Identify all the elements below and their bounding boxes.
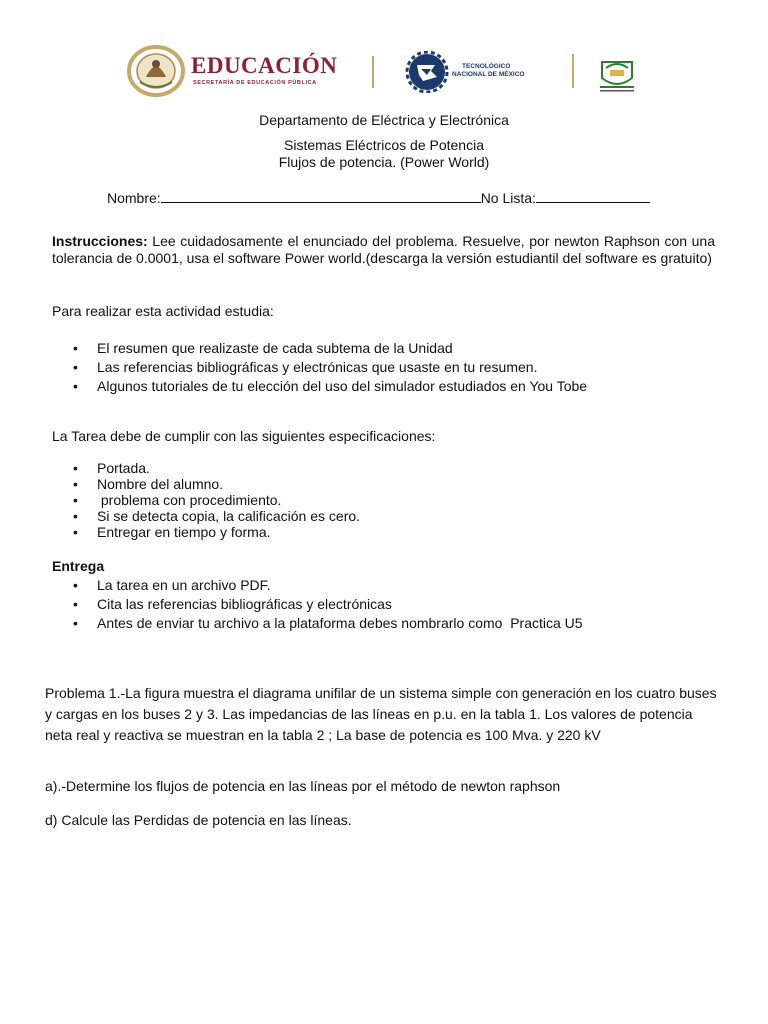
specs-intro: La Tarea debe de cumplir con las siguientes especificaciones: xyxy=(52,428,436,444)
list-item: • Algunos tutoriales de tu elección del uso del simulador estudiados en You Tobe xyxy=(52,377,587,396)
instructions-text: Lee cuidadosamente el enunciado del problema. Resuelve, por newton Raphson con una tolerancia de 0.0001, usa el software Power world.(descarga la versión estudiantil del software es gratuito) xyxy=(52,233,715,266)
problem-part-d: d) Calcule las Perdidas de potencia en las líneas. xyxy=(45,812,352,828)
name-blank xyxy=(161,190,481,203)
name-label: Nombre: xyxy=(107,190,161,206)
department-title: Departamento de Eléctrica y Electrónica xyxy=(259,112,509,128)
logo-divider xyxy=(572,54,574,88)
course-title: Sistemas Eléctricos de Potencia xyxy=(284,137,484,153)
specs-list xyxy=(52,460,360,540)
list-item: • Antes de enviar tu archivo a la plataforma debes nombrarlo como Practica U5 xyxy=(52,614,583,633)
coat-of-arms-seal-icon xyxy=(126,44,186,98)
instructions-paragraph xyxy=(52,233,715,267)
problem-part-a: a).-Determine los flujos de potencia en las líneas por el método de newton raphson xyxy=(45,778,561,794)
list-item: • La tarea en un archivo PDF. xyxy=(52,576,583,595)
instructions-label: Instrucciones: xyxy=(52,233,148,249)
list-item: • Portada. xyxy=(52,460,360,476)
institute-emblem-icon xyxy=(592,56,642,96)
tecnm-logo-line2: NACIONAL DE MÉXICO xyxy=(452,71,525,78)
study-intro: Para realizar esta actividad estudia: xyxy=(52,303,274,319)
student-fields-row xyxy=(107,190,650,206)
list-number-blank xyxy=(536,190,650,203)
list-item: • Las referencias bibliográficas y electrónicas que usaste en tu resumen. xyxy=(52,358,587,377)
list-item: • Nombre del alumno. xyxy=(52,476,360,492)
logo-divider xyxy=(372,56,374,88)
topic-title: Flujos de potencia. (Power World) xyxy=(278,154,490,170)
study-list xyxy=(52,339,587,396)
list-item: • problema con procedimiento. xyxy=(52,492,360,508)
delivery-title: Entrega xyxy=(52,558,105,574)
list-item: • Entregar en tiempo y forma. xyxy=(52,524,360,540)
tecnm-emblem-icon xyxy=(405,51,449,93)
education-logo-subtitle: SECRETARÍA DE EDUCACIÓN PÚBLICA xyxy=(193,80,317,86)
problem-statement: Problema 1.-La figura muestra el diagrama unifilar de un sistema simple con generación en los cuatro buses y cargas en los buses 2 y 3. Las impedancias de las líneas en p.u. en la tabla 1. Los valores de potencia neta real y reactiva se muestran en la tabla 2 ; La base de potencia es 100 Mva. y 220 kV xyxy=(45,685,717,743)
list-item: • Si se detecta copia, la calificación es cero. xyxy=(52,508,360,524)
education-logo-title: EDUCACIÓN xyxy=(191,53,338,78)
list-item: • Cita las referencias bibliográficas y electrónicas xyxy=(52,595,583,614)
delivery-list xyxy=(52,576,583,633)
list-number-label: No Lista: xyxy=(480,190,536,206)
tecnm-logo-line1: TECNOLÓGICO xyxy=(462,63,511,70)
list-item: • El resumen que realizaste de cada subtema de la Unidad xyxy=(52,339,587,358)
